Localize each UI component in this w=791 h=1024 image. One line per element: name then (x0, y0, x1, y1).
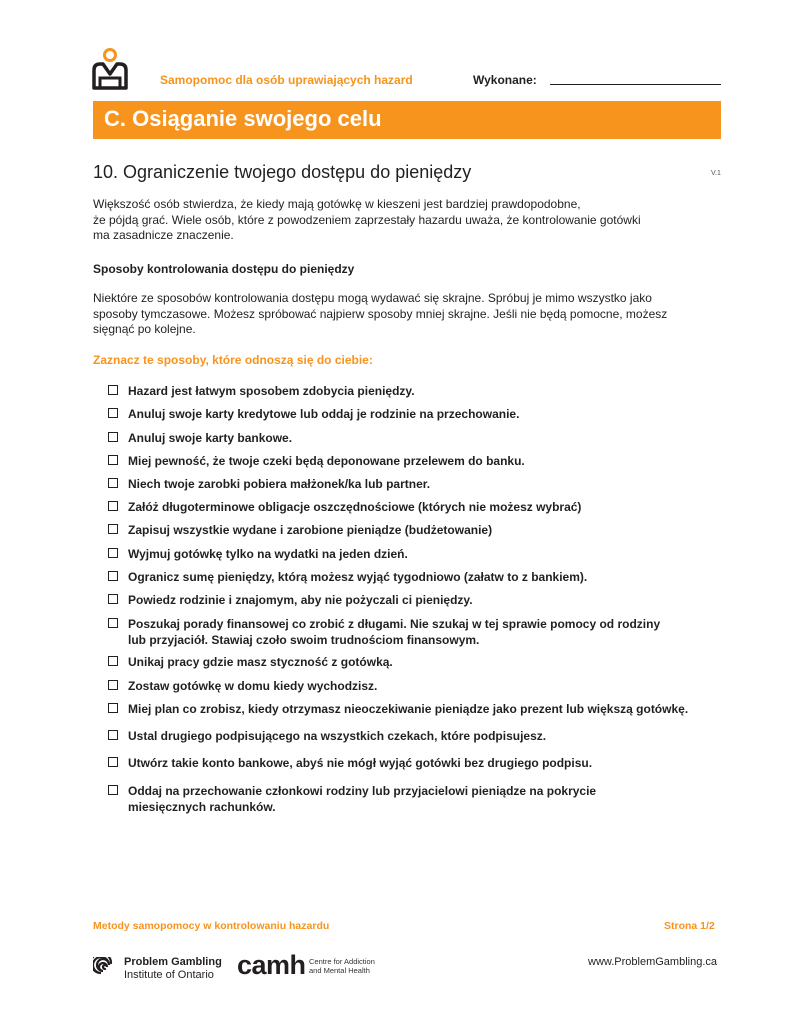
checkbox[interactable] (108, 656, 118, 666)
intro-line: że pójdą grać. Wiele osób, które z powodzeniem zaprzestały hazardu uważa, że kontrolowanie gotówki (93, 212, 641, 227)
checklist-item-label: Anuluj swoje karty kredytowe lub oddaj je rodzinie na przechowanie. (128, 407, 520, 421)
checkbox[interactable] (108, 618, 118, 628)
website-link[interactable]: www.ProblemGambling.ca (588, 956, 717, 968)
instruction-text: Zaznacz te sposoby, które odnoszą się do ciebie: (93, 353, 373, 367)
checklist-item-label: Utwórz takie konto bankowe, abyś nie mógł wyjąć gotówki bez drugiego podpisu. (128, 756, 593, 770)
checkbox[interactable] (108, 478, 118, 488)
checklist-item-label: Zostaw gotówkę w domu kiedy wychodzisz. (128, 679, 378, 693)
checklist-item-label: Hazard jest łatwym sposobem zdobycia pieniędzy. (128, 384, 415, 398)
checklist-item-label: Powiedz rodzinie i znajomym, aby nie pożyczali ci pieniędzy. (128, 593, 473, 607)
methods-heading: Sposoby kontrolowania dostępu do pieniędzy (93, 262, 355, 276)
intro-line: Większość osób stwierdza, że kiedy mają gotówkę w kieszeni jest bardziej prawdopodobne, (93, 197, 581, 211)
completed-label: Wykonane: (473, 73, 537, 87)
checklist-item-label: Oddaj na przechowanie członkowi rodziny lub przyjacielowi pieniądze na pokrycie (128, 784, 597, 798)
methods-line: Niektóre ze sposobów kontrolowania dostępu mogą wydawać się skrajne. Spróbuj je mimo wszystko jako (93, 291, 652, 305)
checklist-item-label: Unikaj pracy gdzie masz styczność z gotówką. (128, 655, 393, 669)
checklist-item-label: Niech twoje zarobki pobiera małżonek/ka lub partner. (128, 477, 431, 491)
checklist-item-label: Poszukaj porady finansowej co zrobić z długami. Nie szukaj w tej sprawie pomocy od rodziny (128, 617, 661, 631)
checkbox[interactable] (108, 571, 118, 581)
camh-line: and Mental Health (309, 966, 370, 975)
methods-line: sięgnąć po kolejne. (93, 322, 196, 336)
checklist-item-label: lub przyjaciół. Stawiaj czoło swoim trudnościom finansowym. (128, 632, 480, 647)
checkbox[interactable] (108, 703, 118, 713)
checklist-item-label: Ustal drugiego podpisującego na wszystkich czekach, które podpisujesz. (128, 729, 547, 743)
checkbox[interactable] (108, 455, 118, 465)
checklist-item-label: Miej plan co zrobisz, kiedy otrzymasz nieoczekiwanie pieniądze jako prezent lub większą gotówkę. (128, 702, 689, 716)
checkbox[interactable] (108, 757, 118, 767)
intro-line: ma zasadnicze znaczenie. (93, 228, 234, 242)
section-banner (93, 101, 721, 139)
checkbox[interactable] (108, 594, 118, 604)
version-label: V.1 (711, 170, 721, 177)
completed-date-field[interactable] (550, 84, 721, 85)
checkbox[interactable] (108, 432, 118, 442)
checklist-item-label: Miej pewność, że twoje czeki będą deponowane przelewem do banku. (128, 454, 525, 468)
checkbox[interactable] (108, 730, 118, 740)
checkbox[interactable] (108, 785, 118, 795)
checklist-item-label: miesięcznych rachunków. (128, 799, 276, 814)
checklist-item-label: Załóż długoterminowe obligacje oszczędnościowe (których nie możesz wybrać) (128, 500, 582, 514)
page-title: 10. Ograniczenie twojego dostępu do pieniędzy (93, 162, 472, 182)
footer-title: Metody samopomocy w kontrolowaniu hazardu (93, 920, 330, 932)
checkbox[interactable] (108, 548, 118, 558)
checklist-item-label: Anuluj swoje karty bankowe. (128, 431, 293, 445)
methods-paragraph (93, 291, 733, 338)
pgio-name-line2: Institute of Ontario (124, 969, 214, 981)
checklist-item-label: Ogranicz sumę pieniędzy, którą możesz wyjąć tygodniowo (załatw to z bankiem). (128, 570, 588, 584)
pgio-name-line1: Problem Gambling (124, 956, 222, 968)
checkbox[interactable] (108, 680, 118, 690)
program-logo-icon (90, 46, 134, 94)
page-number: Strona 1/2 (664, 920, 715, 932)
checkbox[interactable] (108, 408, 118, 418)
methods-line: sposoby tymczasowe. Możesz spróbować najpierw sposoby mniej skrajne. Jeśli nie będą pomocne, możesz (93, 306, 668, 321)
checkbox[interactable] (108, 385, 118, 395)
camh-fullname (309, 957, 389, 975)
intro-paragraph (93, 197, 733, 244)
camh-line: Centre for Addiction (309, 957, 375, 966)
camh-logo (237, 952, 387, 984)
checkbox[interactable] (108, 524, 118, 534)
checkbox[interactable] (108, 501, 118, 511)
header-subtitle: Samopomoc dla osób uprawiających hazard (160, 73, 413, 87)
spiral-logo-icon (93, 957, 117, 981)
section-title: C. Osiąganie swojego celu (104, 106, 382, 131)
camh-wordmark: camh (237, 950, 306, 980)
checklist-item-label: Zapisuj wszystkie wydane i zarobione pieniądze (budżetowanie) (128, 523, 493, 537)
checklist-item-label: Wyjmuj gotówkę tylko na wydatki na jeden dzień. (128, 547, 408, 561)
